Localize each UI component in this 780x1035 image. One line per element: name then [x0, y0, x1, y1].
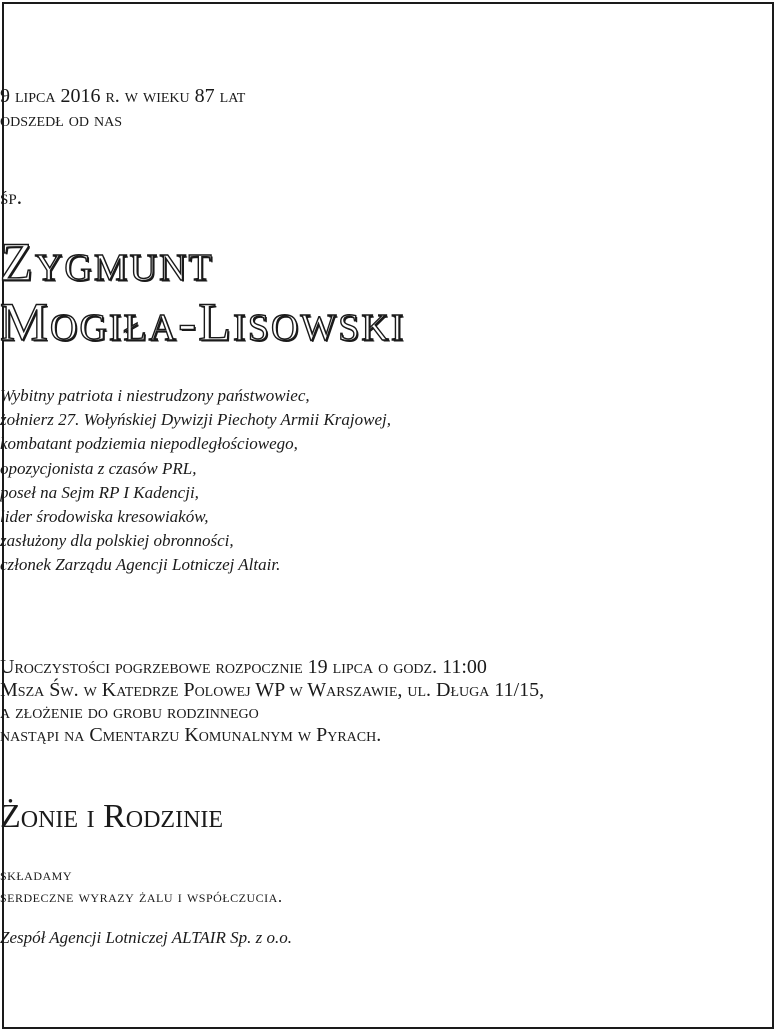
bio-line: kombatant podziemia niepodległościowego, [0, 434, 298, 454]
condolence-line-2: serdeczne wyrazy żalu i współczucia. [0, 887, 283, 906]
funeral-line: Msza Św. w Katedrze Polowej WP w Warszawie, ul. Długa 11/15, [0, 678, 545, 701]
funeral-line: nastąpi na Cmentarzu Komunalnym w Pyrach. [0, 723, 382, 746]
biography [0, 384, 780, 578]
bio-line: poseł na Sejm RP I Kadencji, [0, 482, 199, 502]
signature: Zespół Agencji Lotniczej ALTAIR Sp. z o.o. [0, 928, 292, 947]
deceased-name [0, 232, 780, 352]
departed-line: odszedł od nas [0, 109, 122, 131]
bio-line: opozycjonista z czasów PRL, [0, 458, 197, 478]
addressee-heading: Żonie i Rodzinie [0, 798, 224, 835]
bio-line: żołnierz 27. Wołyńskiej Dywizji Piechoty Armii Krajowej, [0, 410, 391, 430]
bio-line: zasłużony dla polskiej obronności, [0, 531, 234, 551]
first-name: Zygmunt [0, 232, 214, 292]
bio-line: Wybitny patriota i niestrudzony państwowiec, [0, 386, 310, 405]
funeral-line: a złożenie do grobu rodzinnego [0, 701, 259, 723]
honorific: śp. [0, 184, 23, 209]
funeral-line: Uroczystości pogrzebowe rozpocznie 19 lipca o godz. 11:00 [0, 656, 487, 678]
intro-block [0, 84, 780, 132]
bio-line: lider środowiska kresowiaków, [0, 507, 209, 527]
condolence-text [0, 864, 780, 908]
condolence-line-1: składamy [0, 865, 73, 884]
bio-line: członek Zarządu Agencji Lotniczej Altair. [0, 555, 281, 575]
funeral-info [0, 656, 780, 746]
death-date-line: 9 lipca 2016 r. w wieku 87 lat [0, 85, 246, 107]
last-name: Mogiła-Lisowski [0, 292, 406, 352]
